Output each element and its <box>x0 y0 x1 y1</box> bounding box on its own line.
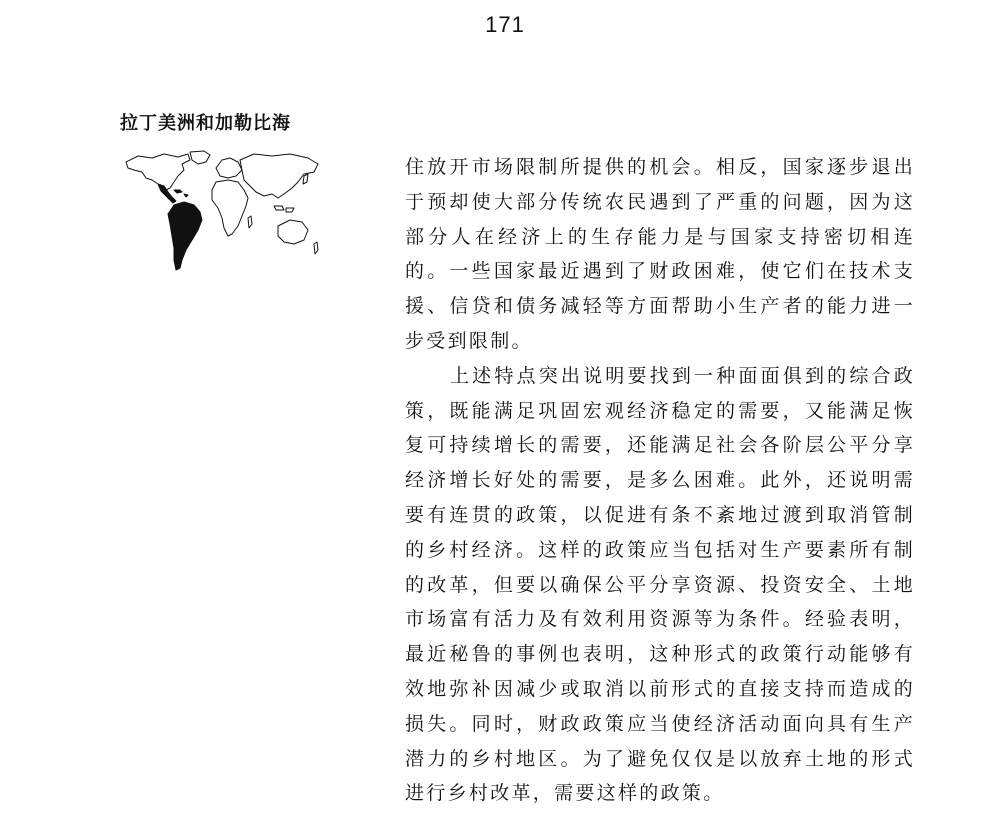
paragraph-2: 上述特点突出说明要找到一种面面俱到的综合政策，既能满足巩固宏观经济稳定的需要，又能满足恢复可持续增长的需要，还能满足社会各阶层公平分享经济增长好处的需要，是多么困难。此外，还说明需要有连贯的政策，以促进有条不紊地过渡到取消管制的乡村经济。这样的政策应当包括对生产要素所有制的改革，但要以确保公平分享资源、投资安全、土地市场富有活力及有效利用资源等为条件。经验表明，最近秘鲁的事例也表明，这种形式的政策行动能够有效地弥补因减少或取消以前形式的直接支持而造成的损失。同时，财政政策应当使经济活动面向具有生产潜力的乡村地区。为了避免仅仅是以放弃土地的形式进行乡村改革，需要这样的政策。 <box>405 364 915 805</box>
page-number: 171 <box>485 12 525 37</box>
map-caribbean <box>174 190 188 197</box>
section-heading: 拉丁美洲和加勒比海 <box>120 113 291 134</box>
map-indonesia <box>274 206 294 212</box>
map-madagascar <box>248 216 252 228</box>
map-australia <box>278 220 308 244</box>
paragraph-1: 住放开市场限制所提供的机会。相反，国家逐步退出于预却使大部分传统农民遇到了严重的问题，因为这部分人在经济上的生存能力是与国家支持密切相连的。一些国家最近遇到了财政困难，使它们在技术支援、信贷和债务减轻等方面帮助小生产者的能力进一步受到限制。 <box>405 156 915 352</box>
map-south-america <box>168 202 202 270</box>
map-africa <box>212 180 248 236</box>
body-text <box>405 150 915 811</box>
map-new-zealand <box>314 242 318 254</box>
world-map-illustration <box>124 150 324 276</box>
map-europe <box>216 158 242 178</box>
map-japan <box>303 174 308 184</box>
map-greenland <box>190 151 210 164</box>
